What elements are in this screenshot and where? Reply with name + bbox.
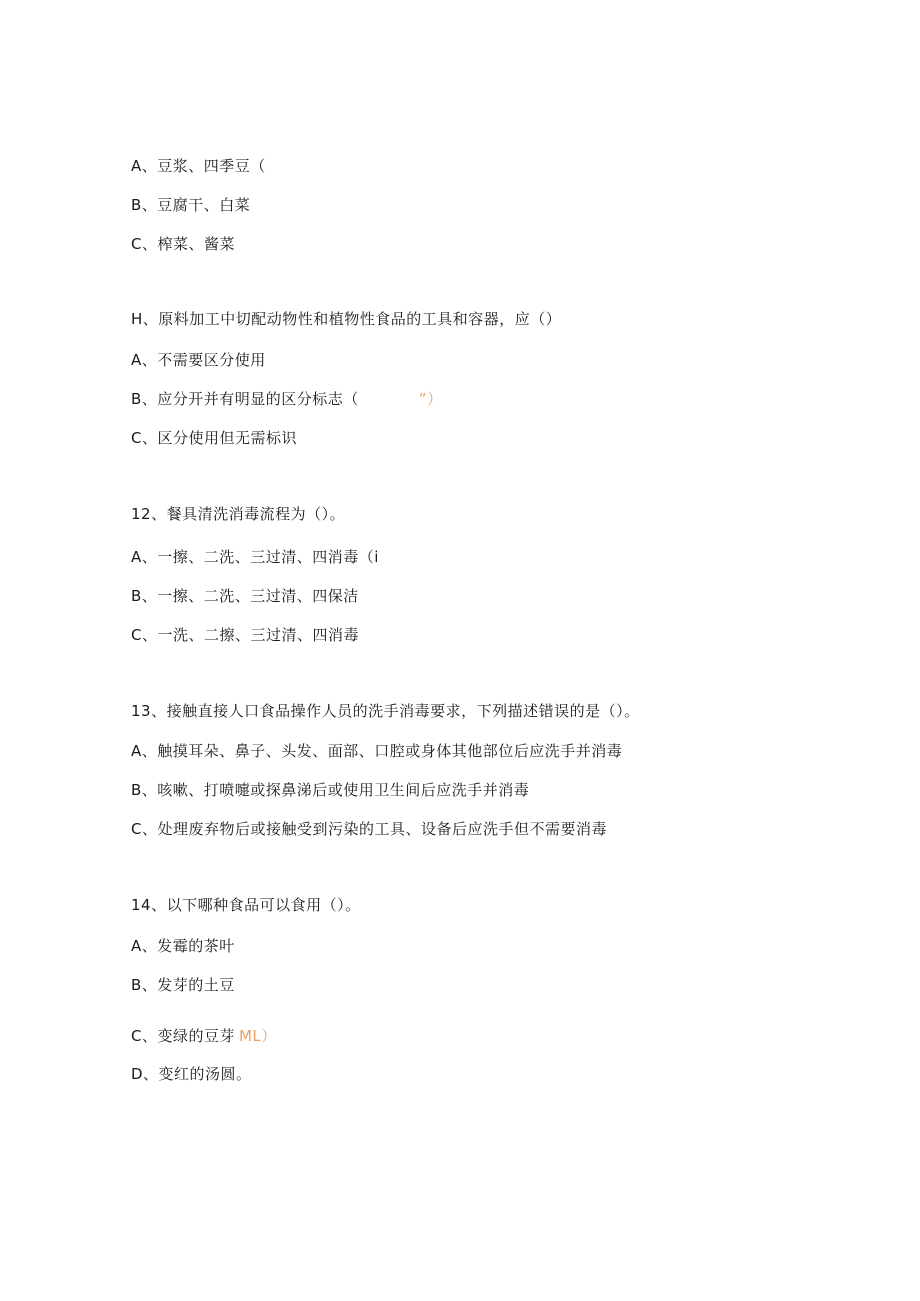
- option-b: B、咳嗽、打喷嚏或探鼻涕后或使用卫生间后应洗手并消毒: [131, 781, 530, 799]
- option-d: D、变红的汤圆。: [131, 1065, 252, 1083]
- question-stem: H、原料加工中切配动物性和植物性食品的工具和容器，应（）: [131, 310, 562, 328]
- option-a: A、豆浆、四季豆（: [131, 157, 266, 175]
- annotation-mark: ”）: [418, 390, 443, 408]
- annotation-mark: ML）: [238, 1027, 277, 1045]
- option-a: A、不需要区分使用: [131, 351, 266, 369]
- option-c: C、处理废弃物后或接触受到污染的工具、设备后应洗手但不需要消毒: [131, 820, 607, 838]
- option-a: A、发霉的茶叶: [131, 937, 235, 955]
- question-stem: 12、餐具清洗消毒流程为（）。: [131, 505, 346, 523]
- question-stem: 13、接触直接人口食品操作人员的洗手消毒要求，下列描述错误的是（）。: [131, 702, 640, 720]
- option-b: B、发芽的土豆: [131, 976, 235, 994]
- option-a: A、触摸耳朵、鼻子、头发、面部、口腔或身体其他部位后应洗手并消毒: [131, 742, 623, 760]
- option-b: B、豆腐干、白菜: [131, 196, 251, 214]
- option-b: [131, 389, 443, 409]
- option-b: B、一擦、二洗、三过清、四保洁: [131, 587, 359, 605]
- option-c: C、榨菜、酱菜: [131, 235, 235, 253]
- option-c-text: C、变绿的豆芽: [131, 1027, 235, 1045]
- option-a: A、一擦、二洗、三过清、四消毒（i: [131, 548, 379, 566]
- option-c: C、一洗、二擦、三过清、四消毒: [131, 626, 359, 644]
- option-c: [131, 1026, 277, 1046]
- question-stem: 14、以下哪种食品可以食用（）。: [131, 896, 361, 914]
- option-b-text: B、应分开并有明显的区分标志（: [131, 390, 359, 408]
- option-c: C、区分使用但无需标识: [131, 429, 297, 447]
